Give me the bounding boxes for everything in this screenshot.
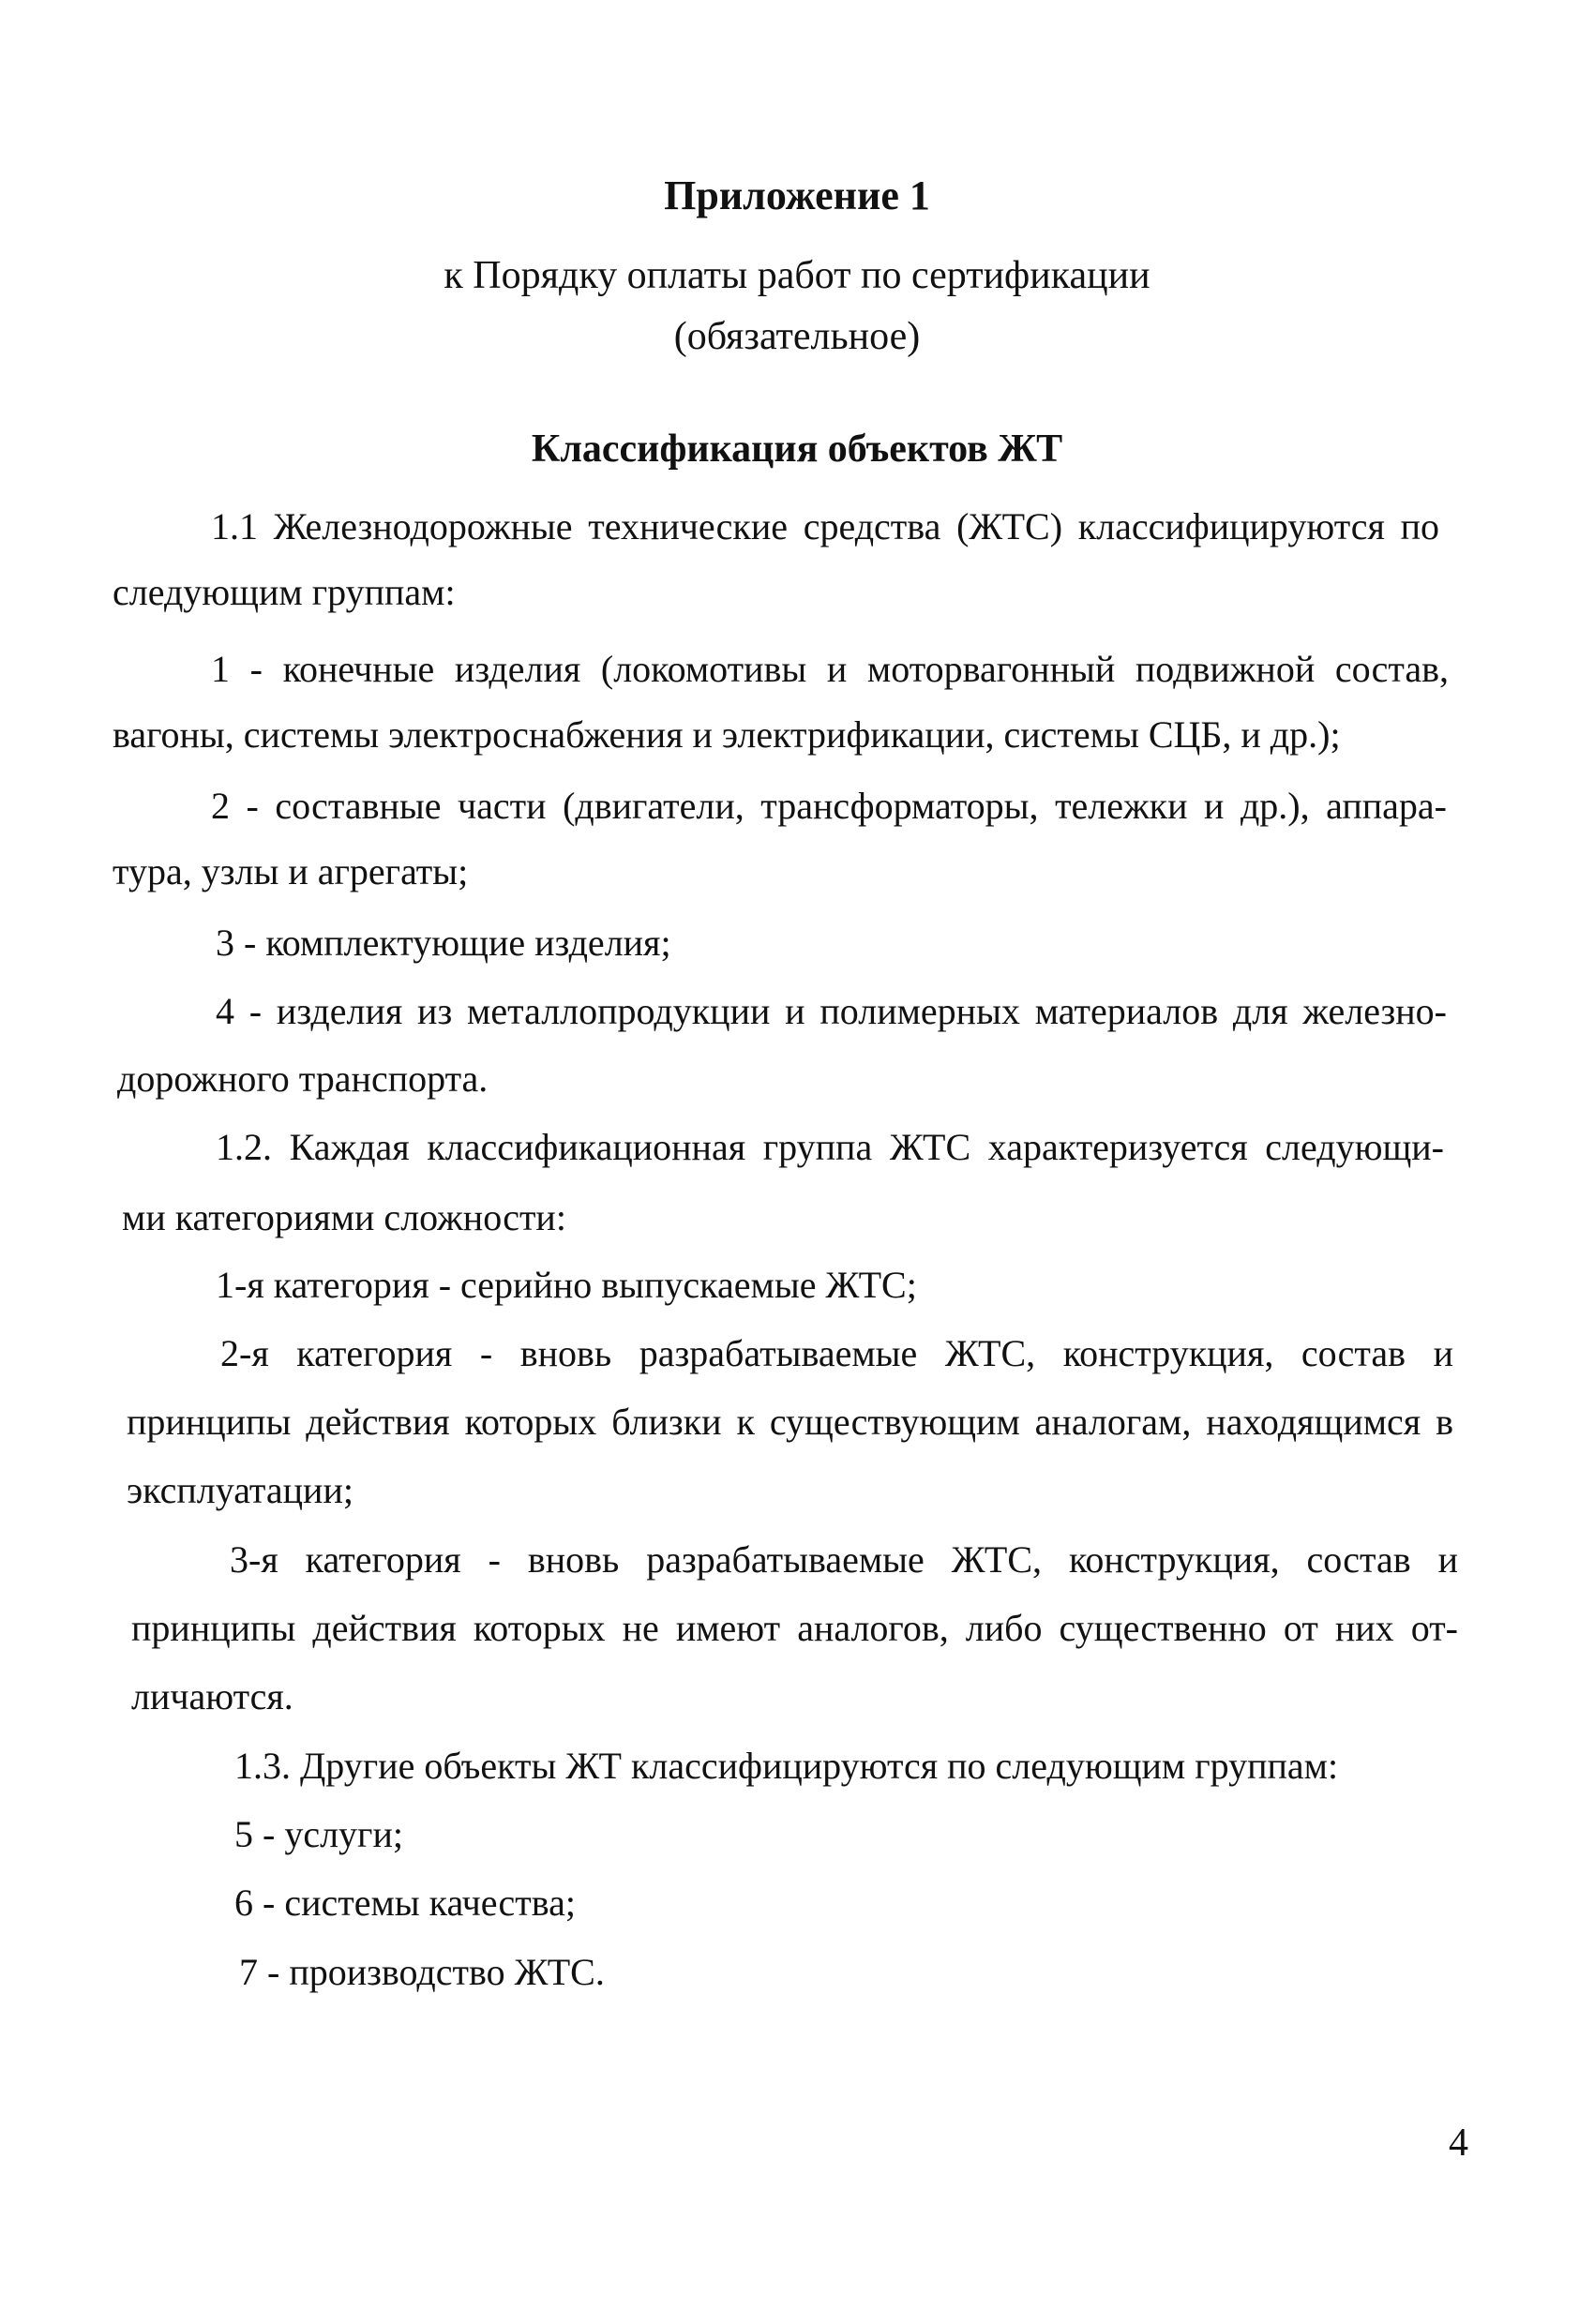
paragraph-line: 2-я категория - вновь разрабатываемые ЖТС, конструкция, состав и (220, 1332, 1453, 1374)
paragraph-line: 2 - составные части (двигатели, трансформаторы, тележки и др.), аппара- (211, 785, 1447, 827)
paragraph-line: 1.2. Каждая классификационная группа ЖТС характеризуется следующи- (216, 1126, 1444, 1168)
paragraph-line: следующим группам: (113, 571, 456, 613)
paragraph-line: 3 - комплектующие изделия; (216, 922, 671, 964)
list-item: 5 - услуги; (234, 1813, 403, 1855)
paragraph-line: тура, узлы и агрегаты; (113, 850, 469, 892)
paragraph-line: 4 - изделия из металлопродукции и полимерных материалов для железно- (216, 990, 1447, 1032)
paragraph-line: 1.3. Другие объекты ЖТ классифицируются по следующим группам: (234, 1745, 1339, 1787)
appendix-title: Приложение 1 (664, 172, 930, 218)
section-title: Классификация объектов ЖТ (531, 427, 1063, 471)
appendix-subtitle-line1: к Порядку оплаты работ по сертификации (444, 254, 1150, 297)
page-number: 4 (1449, 2122, 1468, 2165)
paragraph-line: принципы действия которых близки к существующим аналогам, находящимся в (127, 1401, 1453, 1443)
paragraph-line: 1.1 Железнодорожные технические средства (ЖТС) классифицируются по (211, 505, 1439, 547)
appendix-subtitle-line2: (обязательное) (673, 315, 921, 358)
list-item: 6 - системы качества; (234, 1882, 576, 1924)
paragraph-line: эксплуатации; (127, 1469, 353, 1511)
paragraph-line: ми категориями сложности: (122, 1196, 566, 1238)
paragraph-line: личаются. (131, 1675, 293, 1717)
paragraph-line: вагоны, системы электроснабжения и электрификации, системы СЦБ, и др.); (113, 713, 1341, 756)
paragraph-line: принципы действия которых не имеют аналогов, либо существенно от них от- (131, 1607, 1458, 1649)
paragraph-line: 1 - конечные изделия (локомотивы и моторвагонный подвижной состав, (211, 648, 1449, 690)
paragraph-line: 3-я категория - вновь разрабатываемые ЖТС, конструкция, состав и (230, 1538, 1458, 1581)
paragraph-line: дорожного транспорта. (117, 1057, 489, 1100)
list-item: 7 - производство ЖТС. (239, 1951, 605, 1993)
paragraph-line: 1-я категория - серийно выпускаемые ЖТС; (216, 1264, 917, 1306)
